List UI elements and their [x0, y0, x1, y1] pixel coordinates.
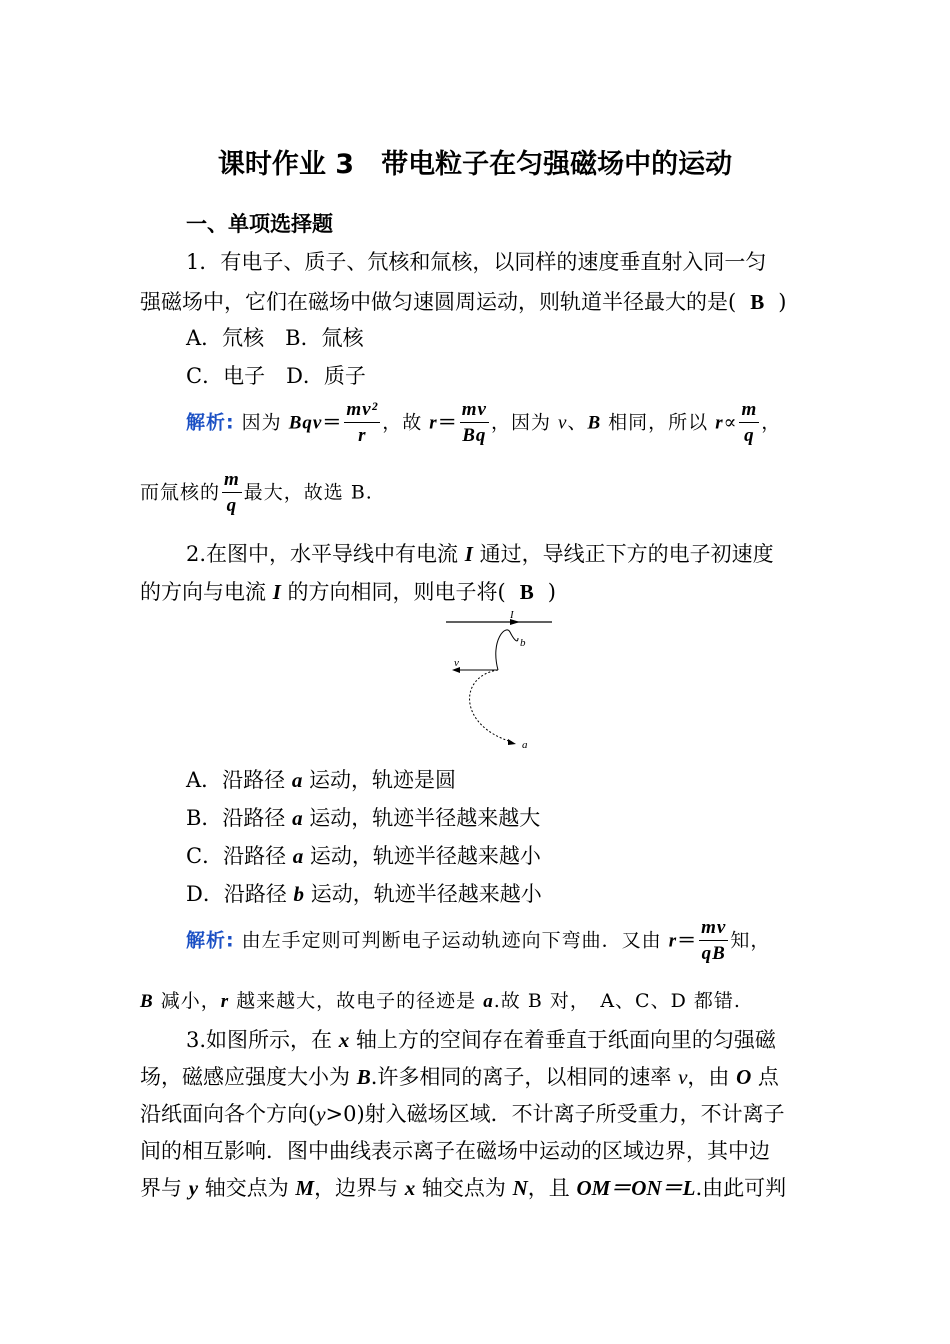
- q1-line1: 1．有电子、质子、氘核和氚核，以同样的速度垂直射入同一匀: [186, 250, 767, 274]
- q1-options-cd: C．电子 D．质子: [186, 364, 366, 388]
- q2-solution-line2: B 减小，r 越来越大，故电子的径迹是 a.故 B 对， A、C、D 都错.: [140, 990, 741, 1012]
- label-a: a: [522, 739, 528, 751]
- q1-solution-line1: 解析: 因为 Bqv＝ $\frac{\text{mv²}}{r}$ ，故 r＝ $\frac{mv}{Bq}$ ，因为 v、B 相同，所以 r∝ $\frac{m}{q}$ ，: [186, 398, 781, 449]
- q3-line4: 间的相互影响．图中曲线表示离子在磁场中运动的区域边界，其中边: [140, 1139, 770, 1163]
- q3-line1: 3.如图所示，在 x 轴上方的空间存在着垂直于纸面向里的匀强磁: [186, 1028, 776, 1052]
- q3-line5: 界与 y 轴交点为 M，边界与 x 轴交点为 N，且 OM＝ON＝L.由此可判: [140, 1176, 787, 1200]
- label-b: b: [520, 637, 526, 649]
- path-a: [470, 670, 512, 742]
- q2-option-c: C．沿路径 a 运动，轨迹半径越来越小: [186, 844, 541, 868]
- fraction-m-over-q: $\frac{m}{q}$: [741, 399, 758, 446]
- path-a-arrow: [508, 739, 516, 745]
- q2-option-a: A．沿路径 a 运动，轨迹是圆: [186, 768, 457, 792]
- q2-line1: 2.在图中，水平导线中有电流 I 通过，导线正下方的电子初速度: [186, 542, 774, 566]
- q3-line2: 场，磁感应强度大小为 B.许多相同的离子，以相同的速率 v，由 O 点: [140, 1065, 779, 1089]
- fraction-mv-over-bq: $\frac{mv}{Bq}$: [461, 399, 487, 446]
- fraction-m-over-q-2: $\frac{m}{q}$: [224, 469, 240, 516]
- q3-line3: 沿纸面向各个方向(y>0)射入磁场区域．不计离子所受重力，不计离子: [140, 1102, 785, 1126]
- q1-options-ab: A．氘核 B．氚核: [186, 326, 364, 350]
- q1-solution-line2: 而氚核的 $\frac{m}{q}$ 最大，故选 B.: [140, 468, 373, 519]
- fraction-mv-over-qb: $\frac{mv}{qB}$: [701, 917, 727, 964]
- q2-answer: B: [519, 580, 534, 604]
- fraction-mv2-over-r: $\frac{\text{mv²}}{r}$: [346, 399, 379, 446]
- q2-option-b: B．沿路径 a 运动，轨迹半径越来越大: [186, 806, 541, 830]
- solution-label: 解析:: [186, 929, 235, 952]
- q2-option-d: D．沿路径 b 运动，轨迹半径越来越小: [186, 882, 542, 906]
- page-title: 课时作业 3 带电粒子在匀强磁场中的运动: [217, 149, 733, 180]
- path-b: [496, 630, 518, 670]
- label-v: v: [454, 657, 459, 669]
- solution-label: 解析:: [186, 411, 235, 434]
- label-I: I: [510, 609, 514, 621]
- q2-figure: [440, 606, 560, 752]
- section-heading: 一、单项选择题: [186, 212, 333, 236]
- q1-line2: 强磁场中，它们在磁场中做匀速圆周运动，则轨道半径最大的是( B ): [140, 290, 787, 314]
- q2-line2: 的方向与电流 I 的方向相同，则电子将( B ): [140, 580, 556, 604]
- q2-solution-line1: 解析: 由左手定则可判断电子运动轨迹向下弯曲．又由 r＝ $\frac{mv}{qB}$ 知，: [186, 916, 770, 967]
- q1-answer: B: [750, 290, 765, 314]
